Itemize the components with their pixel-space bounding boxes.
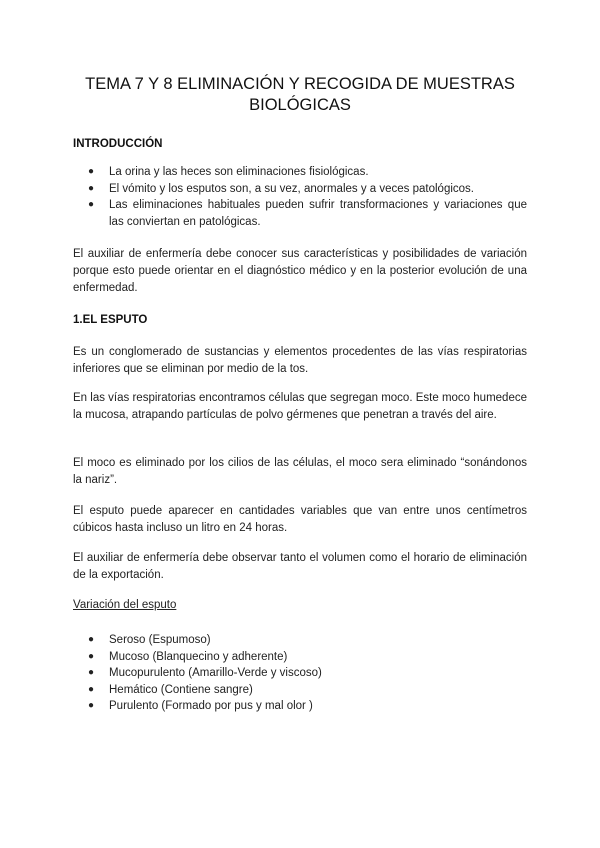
bullet-icon: ● [88, 199, 95, 210]
esputo-paragraph: En las vías respiratorias encontramos células que segregan moco. Este moco humedece la mucosa, atrapando partículas de polvo gérmenes que penetran a través del aire. [73, 392, 527, 421]
intro-heading: INTRODUCCIÓN [73, 138, 163, 150]
list-item: ● Hemático (Contiene sangre) [73, 682, 527, 699]
variation-subheading: Variación del esputo [73, 599, 177, 611]
bullet-icon: ● [88, 634, 95, 645]
esputo-paragraph: El auxiliar de enfermería debe observar tanto el volumen como el horario de eliminación de la exportación. [73, 552, 527, 581]
bullet-icon: ● [88, 667, 95, 678]
bullet-icon: ● [88, 650, 95, 662]
bullet-icon: ● [88, 683, 95, 695]
list-item: ● Las eliminaciones habituales pueden sufrir transformaciones y variaciones que las conviertan en patológicas. [88, 199, 527, 228]
esputo-heading: 1.EL ESPUTO [73, 314, 148, 326]
bullet-icon: ● [88, 700, 95, 711]
list-item: ● Seroso (Espumoso) [73, 632, 527, 649]
list-item: ● La orina y las heces son eliminaciones fisiológicas. [73, 164, 527, 181]
bullet-icon: ● [88, 166, 95, 177]
intro-paragraph: El auxiliar de enfermería debe conocer sus características y posibilidades de variación porque esto puede orientar en el diagnóstico médico y en la posterior evolución de una enfermedad. [73, 248, 527, 294]
list-item: ● El vómito y los esputos son, a su vez, anormales y a veces patológicos. [73, 181, 527, 198]
list-item: ● Purulento (Formado por pus y mal olor ) [73, 698, 527, 715]
list-item: ● Mucopurulento (Amarillo-Verde y viscoso) [73, 665, 527, 682]
document-title: TEMA 7 Y 8 ELIMINACIÓN Y RECOGIDA DE MUESTRAS BIOLÓGICAS [85, 75, 515, 114]
esputo-paragraph: El moco es eliminado por los cilios de las células, el moco sera eliminado “sonándonos la nariz”. [73, 457, 527, 486]
esputo-paragraph: El esputo puede aparecer en cantidades variables que van entre unos centímetros cúbicos hasta incluso un litro en 24 horas. [73, 505, 527, 534]
esputo-paragraph: Es un conglomerado de sustancias y elementos procedentes de las vías respiratorias inferiores que se eliminan por medio de la tos. [73, 346, 527, 375]
bullet-icon: ● [88, 182, 95, 194]
list-item: ● Mucoso (Blanquecino y adherente) [73, 649, 527, 666]
variation-bullet-list [73, 632, 527, 715]
intro-bullet-list [73, 164, 527, 230]
